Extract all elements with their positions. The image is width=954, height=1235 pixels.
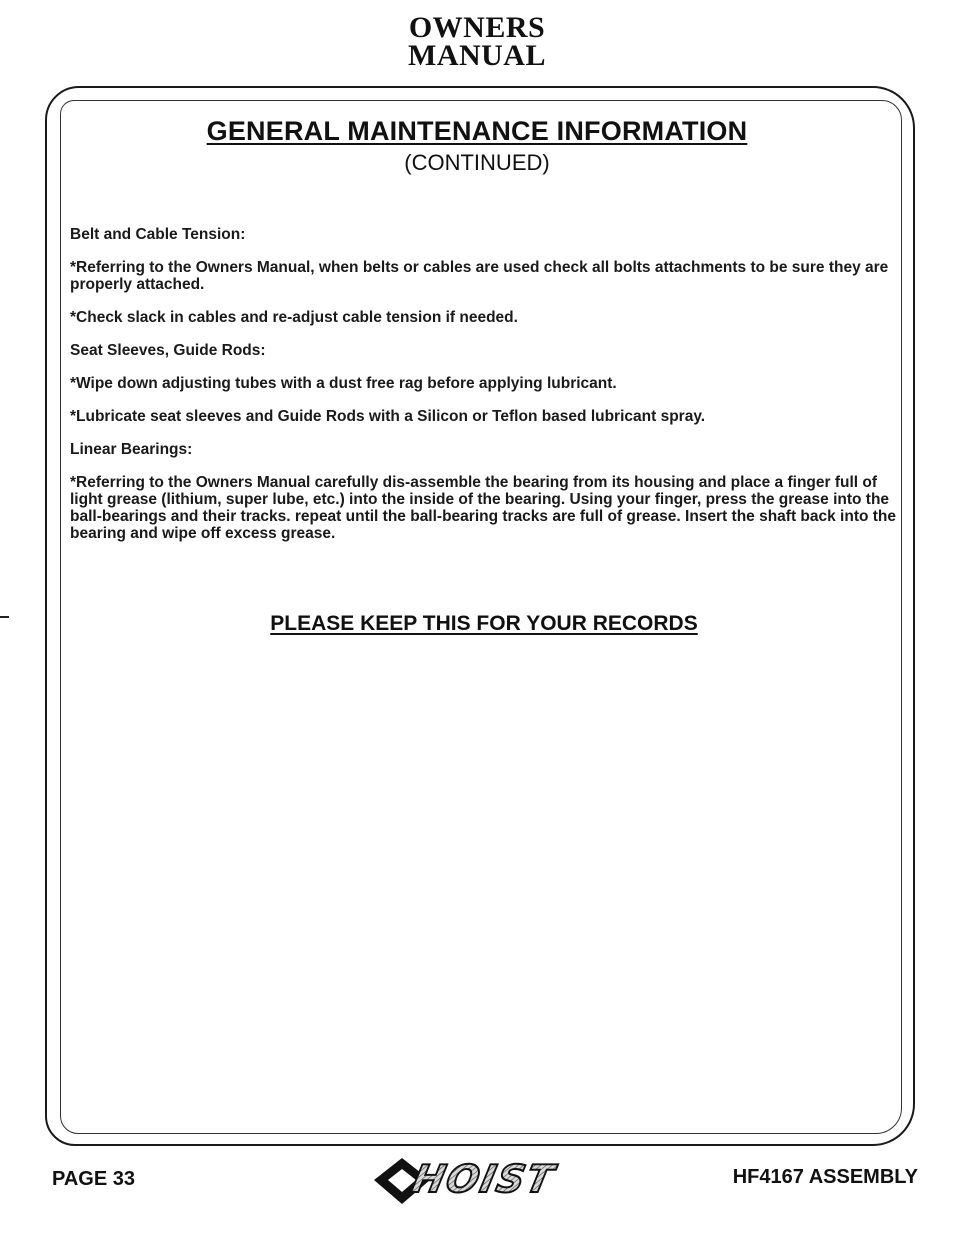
belt-item-1: *Referring to the Owners Manual, when belts or cables are used check all bolts attachments to be sure they are properly attached. xyxy=(70,259,889,293)
belt-item-2: *Check slack in cables and re-adjust cable tension if needed. xyxy=(70,309,518,326)
header-line-owners: OWNERS xyxy=(408,11,546,44)
section-title: GENERAL MAINTENANCE INFORMATION xyxy=(206,116,748,146)
header-line-manual: MANUAL xyxy=(408,39,546,72)
closing-note: PLEASE KEEP THIS FOR YOUR RECORDS xyxy=(270,612,698,635)
model-assembly: HF4167 ASSEMBLY xyxy=(732,1166,918,1188)
section-subtitle: (CONTINUED) xyxy=(404,150,550,175)
maintenance-content xyxy=(70,226,898,558)
seat-heading: Seat Sleeves, Guide Rods: xyxy=(70,342,266,359)
margin-mark xyxy=(0,616,9,618)
seat-item-1: *Wipe down adjusting tubes with a dust free rag before applying lubricant. xyxy=(70,375,617,392)
seat-item-2: *Lubricate seat sleeves and Guide Rods with a Silicon or Teflon based lubricant spray. xyxy=(70,408,706,425)
belt-heading: Belt and Cable Tension: xyxy=(70,226,246,243)
hoist-logo-icon xyxy=(372,1150,592,1210)
svg-text:HOIST: HOIST xyxy=(408,1157,560,1202)
linear-heading: Linear Bearings: xyxy=(70,441,193,458)
page-number: PAGE 33 xyxy=(52,1168,135,1190)
linear-item-1: *Referring to the Owners Manual carefully dis-assemble the bearing from its housing and place a finger full of light grease (lithium, super lube, etc.) into the inside of the bearing. Using your finger, press the grease into the ball-bearings and their tracks. repeat until the ball-bearing tracks are full of grease. Insert the shaft back into the bearing and wipe off excess grease. xyxy=(70,474,897,542)
document-header xyxy=(0,11,954,72)
